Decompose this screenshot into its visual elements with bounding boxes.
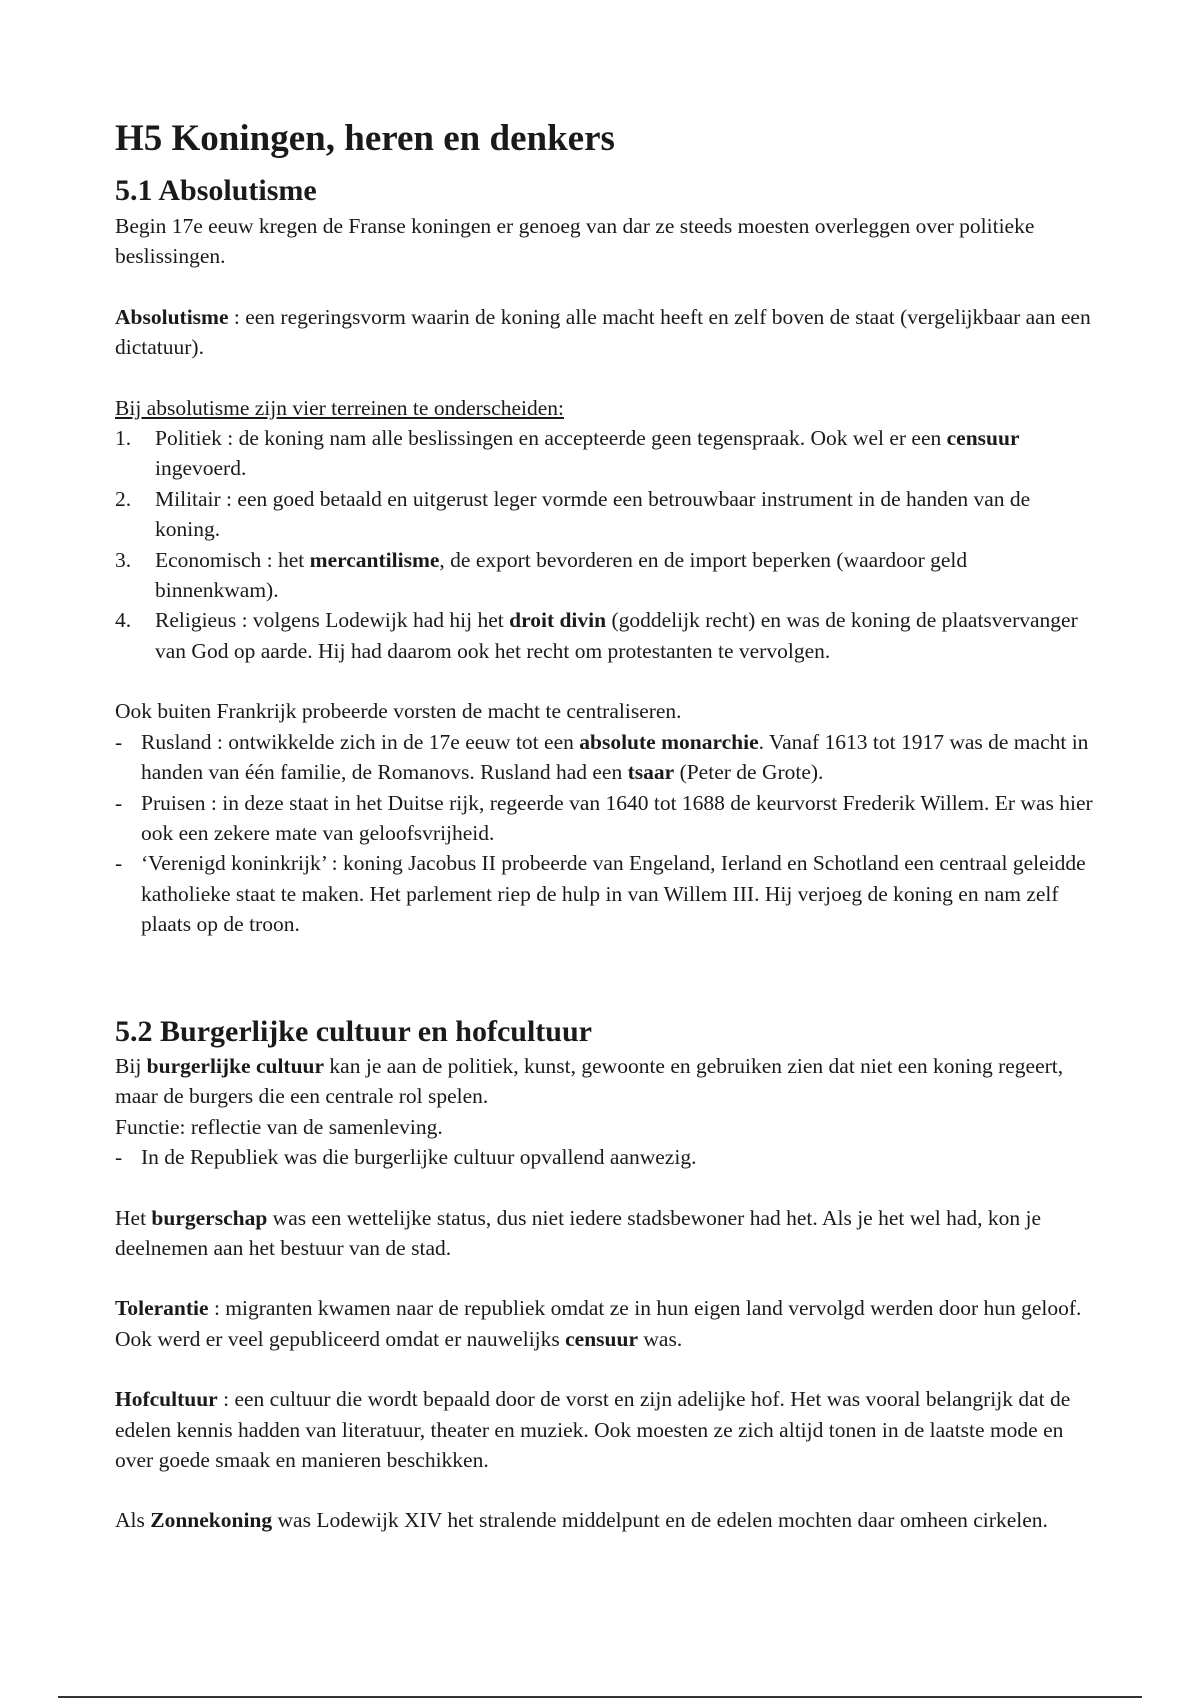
document-title: H5 Koningen, heren en denkers (115, 118, 615, 159)
functie-line: Functie: reflectie van de samenleving. (115, 1114, 443, 1139)
intro-paragraph: Begin 17e eeuw kregen de Franse koningen er genoeg van dar ze steeds moesten overleggen over politieke beslissingen. (115, 214, 1035, 269)
outside-france-intro: Ook buiten Frankrijk probeerde vorsten de macht te centraliseren. (115, 699, 682, 724)
list-item: 2. Militair : een goed betaald en uitgerust leger vormde een betrouwbaar instrument in de handen van de koning. (115, 486, 1031, 542)
list-item: 4. Religieus : volgens Lodewijk had hij het droit divin (goddelijk recht) en was de koning de plaatsvervanger van God op aarde. Hij had daarom ook het recht om protestanten te vervolgen. (115, 608, 1078, 663)
burgerschap-paragraph: Het burgerschap was een wettelijke status, dus niet iedere stadsbewoner had het. Als je het wel had, kon je deelnemen aan het bestuur van de stad. (115, 1205, 1042, 1261)
list-item: - In de Republiek was die burgerlijke cultuur opvallend aanwezig. (115, 1145, 697, 1170)
hofcultuur-paragraph: Hofcultuur : een cultuur die wordt bepaald door de vorst en zijn adelijke hof. Het was vooral belangrijk dat de edelen kennis hadden van literatuur, theater en muziek. Ook moesten ze zich altijd tonen in de laatste mode en over goede smaak en manieren beschikken. (115, 1387, 1071, 1473)
section-heading-burgerlijke-cultuur: 5.2 Burgerlijke cultuur en hofcultuur (115, 1015, 592, 1048)
section-burgerlijke-cultuur-body (115, 1051, 1095, 1536)
terrain-list (115, 423, 1095, 666)
list-item-verenigd-koninkrijk: - ‘Verenigd koninkrijk’ : koning Jacobus II probeerde van Engeland, Ierland en Schotland een centraal geleidde katholieke staat te maken. Het parlement riep de hulp in van Willem III. Hij verjoeg de koning en nam zelf plaats op de troon. (115, 851, 1086, 937)
republiek-list (115, 1142, 1095, 1172)
list-item: 1. Politiek : de koning nam alle beslissingen en accepteerde geen tegenspraak. Ook wel er een censuur ingevoerd. (115, 426, 1020, 481)
list-item-pruisen: - Pruisen : in deze staat in het Duitse rijk, regeerde van 1640 tot 1688 de keurvorst Frederik Willem. Er was hier ook een zekere mate van geloofsvrijheid. (115, 790, 1093, 845)
tolerantie-paragraph: Tolerantie : migranten kwamen naar de republiek omdat ze in hun eigen land vervolgd werden door hun geloof. Ook werd er veel gepubliceerd omdat er nauwelijks censuur was. (115, 1296, 1082, 1351)
list-heading: Bij absolutisme zijn vier terreinen te onderscheiden: (115, 395, 564, 420)
zonnekoning-paragraph: Als Zonnekoning was Lodewijk XIV het stralende middelpunt en de edelen mochten daar omheen cirkelen. (115, 1508, 1048, 1533)
definition-absolutisme: Absolutisme : een regeringsvorm waarin de koning alle macht heeft en zelf boven de staat (vergelijkbaar aan een dictatuur). (115, 304, 1091, 360)
burgerlijke-cultuur-paragraph: Bij burgerlijke cultuur kan je aan de politiek, kunst, gewoonte en gebruiken zien dat niet een koning regeert, maar de burgers die een centrale rol spelen. (115, 1054, 1064, 1109)
section-absolutisme-body (115, 211, 1095, 940)
countries-list (115, 727, 1095, 940)
footer-divider (58, 1696, 1142, 1698)
list-item-rusland: - Rusland : ontwikkelde zich in de 17e eeuw tot een absolute monarchie. Vanaf 1613 tot 1917 was de macht in handen van één familie, de Romanovs. Rusland had een tsaar (Peter de Grote). (115, 729, 1089, 785)
section-heading-absolutisme: 5.1 Absolutisme (115, 174, 317, 207)
list-item: 3. Economisch : het mercantilisme, de export bevorderen en de import beperken (waardoor geld binnenkwam). (115, 547, 968, 603)
term-absolutisme: Absolutisme (115, 304, 229, 329)
